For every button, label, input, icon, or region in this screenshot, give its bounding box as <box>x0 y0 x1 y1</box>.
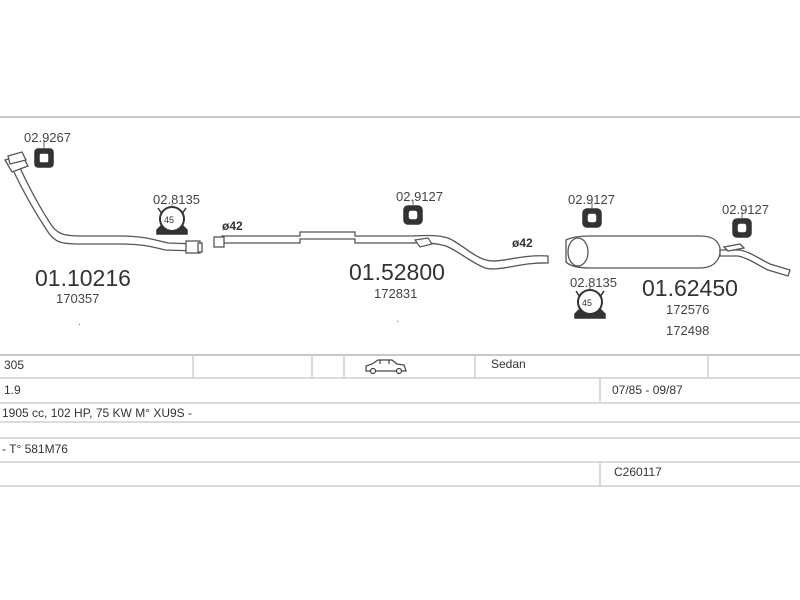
rear-silencer[interactable] <box>566 236 790 276</box>
vehicle-type-number: - T° 581M76 <box>2 442 68 456</box>
clamp-size-label: 45 <box>164 215 175 225</box>
middle-silencer-part-number: 01.52800 <box>349 259 445 285</box>
clamp-part-number: 02.8135 <box>153 192 200 207</box>
vehicle-engine-size: 1.9 <box>4 383 21 397</box>
pipe-diameter-label: ø42 <box>512 236 533 250</box>
middle-pipe-hanger <box>415 238 432 247</box>
clamp-size-label: 45 <box>582 298 593 308</box>
front-pipe-end-ring <box>198 243 202 252</box>
hanger-part-number: 02.9127 <box>722 202 769 217</box>
vehicle-table <box>0 355 800 486</box>
vehicle-engine-description: 1905 cc, 102 HP, 75 KW M° XU9S - <box>2 406 192 420</box>
gasket-part-number: 02.9267 <box>24 130 71 145</box>
middle-silencer-ref: 172831 <box>374 286 418 301</box>
vehicle-model: 305 <box>4 358 25 372</box>
front-pipe-ref: 170357 <box>56 291 100 306</box>
rear-silencer-part-number: 01.62450 <box>642 275 738 301</box>
pipe-diameter-label: ø42 <box>222 219 243 233</box>
rear-silencer-ref: 172498 <box>666 323 710 338</box>
hanger-part-number: 02.9127 <box>396 189 443 204</box>
catalogue-code: C260117 <box>614 465 662 479</box>
vehicle-body-type: Sedan <box>491 357 526 371</box>
sedan-car-icon <box>366 360 406 374</box>
front-pipe-part-number: 01.10216 <box>35 265 131 291</box>
rear-silencer-ref: 172576 <box>666 302 710 317</box>
clamp-part-number: 02.8135 <box>570 275 617 290</box>
vehicle-period: 07/85 - 09/87 <box>612 383 683 397</box>
hanger-part-number: 02.9127 <box>568 192 615 207</box>
middle-silencer-note: . <box>396 314 399 325</box>
front-pipe-note: . <box>78 317 81 328</box>
